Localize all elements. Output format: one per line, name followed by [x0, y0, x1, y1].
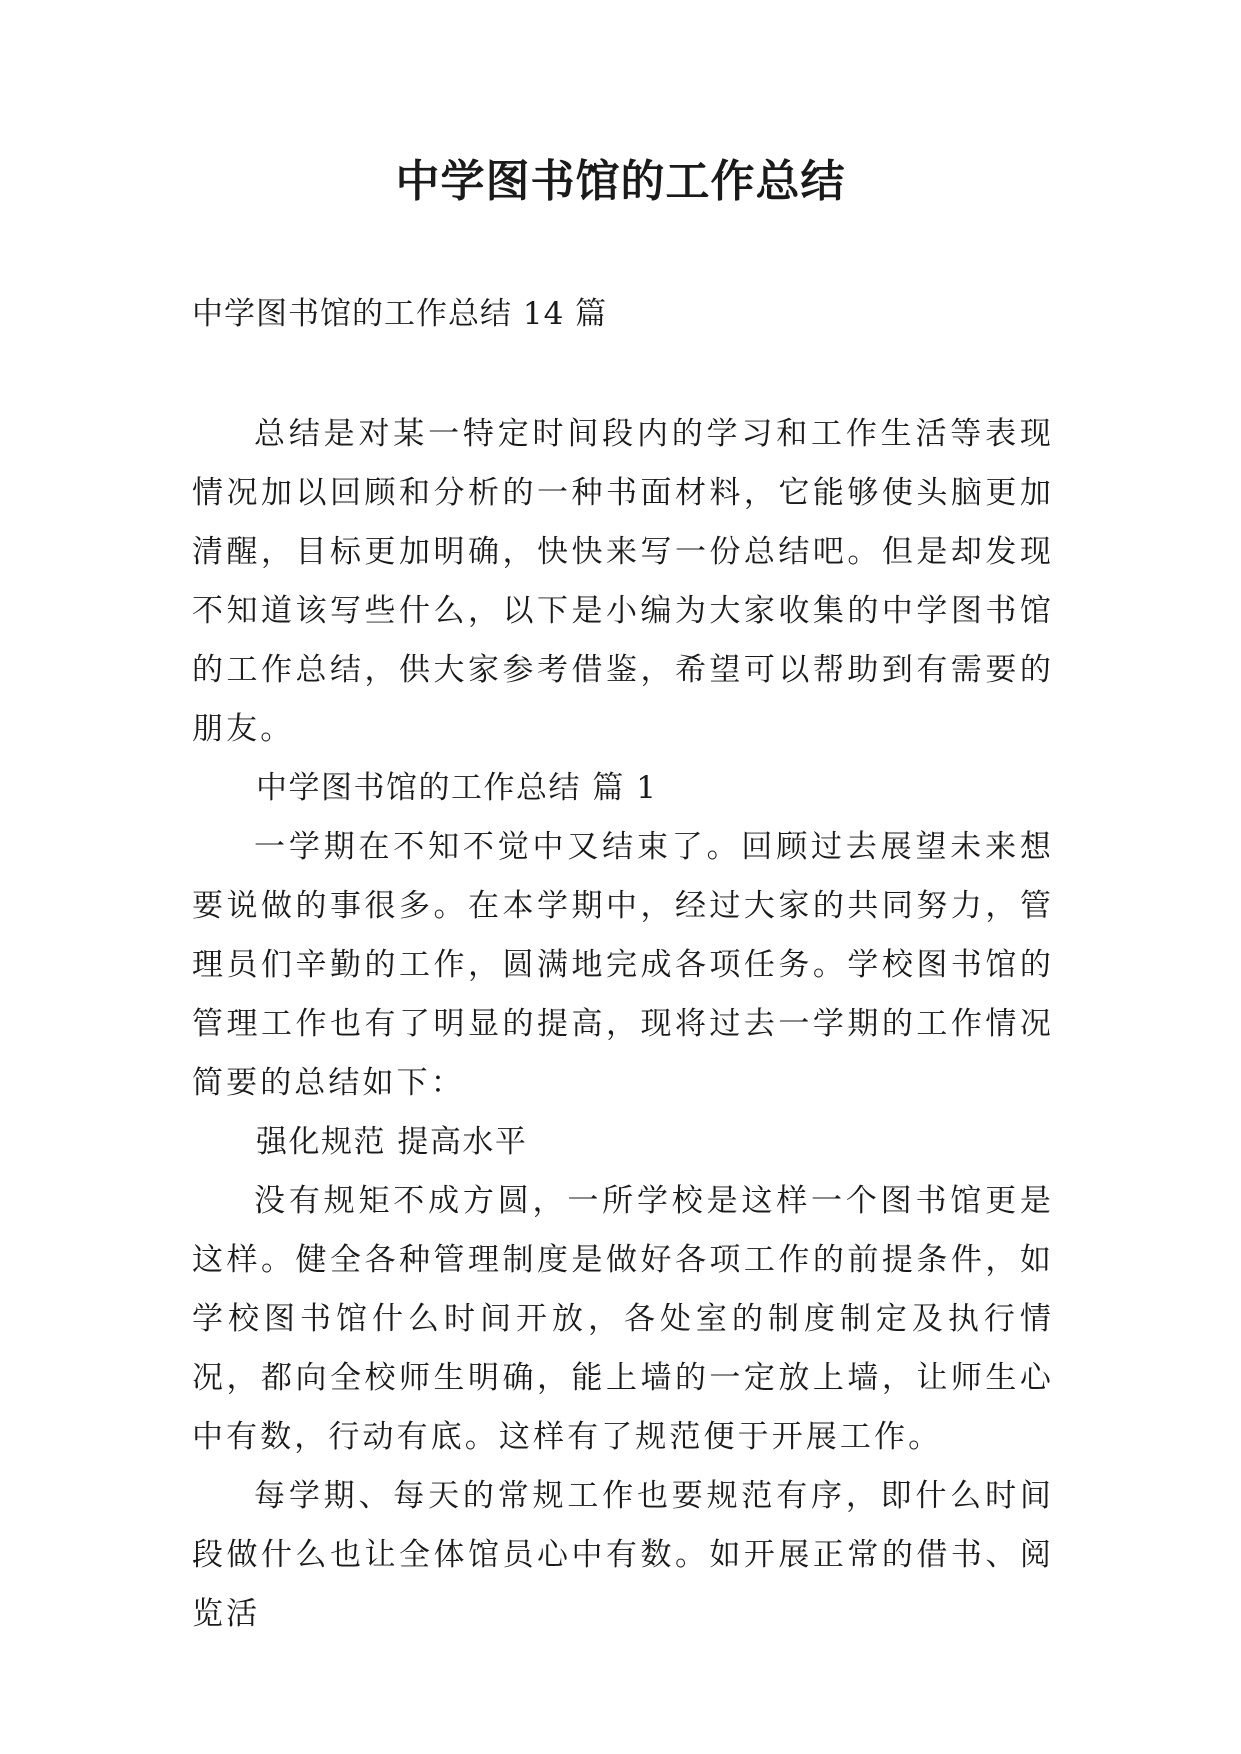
- section-heading: 中学图书馆的工作总结 篇 1: [256, 770, 658, 806]
- document-subtitle: 中学图书馆的工作总结 14 篇: [192, 296, 608, 332]
- body-paragraph-3: 每学期、每天的常规工作也要规范有序，即什么时间段做什么也让全体馆员心中有数。如开展正常的借书、阅览活: [192, 1478, 1054, 1632]
- body-paragraph-1: 一学期在不知不觉中又结束了。回顾过去展望未来想要说做的事很多。在本学期中，经过大家的共同努力，管理员们辛勤的工作，圆满地完成各项任务。学校图书馆的管理工作也有了明显的提高，现将过去一学期的工作情况简要的总结如下：: [192, 829, 1054, 1101]
- body-paragraph-2: 没有规矩不成方圆，一所学校是这样一个图书馆更是这样。健全各种管理制度是做好各项工作的前提条件，如学校图书馆什么时间开放，各处室的制度制定及执行情况，都向全校师生明确，能上墙的一定放上墙，让师生心中有数，行动有底。这样有了规范便于开展工作。: [192, 1183, 1054, 1455]
- subheading: 强化规范 提高水平: [256, 1124, 528, 1160]
- document-body: [192, 405, 1054, 1644]
- intro-paragraph: 总结是对某一特定时间段内的学习和工作生活等表现情况加以回顾和分析的一种书面材料，它能够使头脑更加清醒，目标更加明确，快快来写一份总结吧。但是却发现不知道该写些什么，以下是小编为大家收集的中学图书馆的工作总结，供大家参考借鉴，希望可以帮助到有需要的朋友。: [192, 416, 1054, 747]
- document-title: 中学图书馆的工作总结: [395, 156, 846, 207]
